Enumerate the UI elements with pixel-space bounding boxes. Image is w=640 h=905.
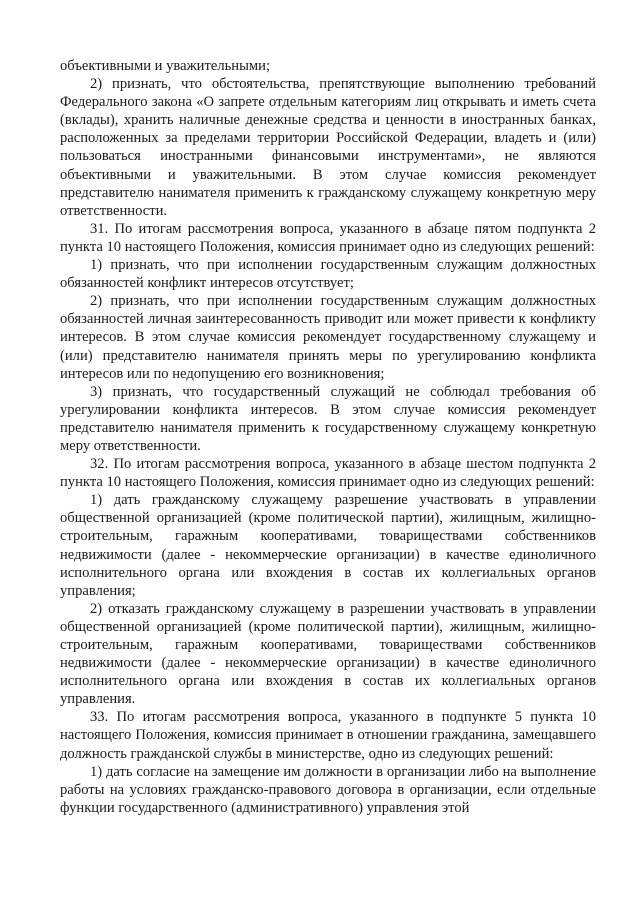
paragraph: 2) признать, что при исполнении государственным служащим должностных обязанностей личная заинтересованность приводит или может привести к конфликту интересов. В этом случае комиссия рекомендует государственному служащему и (или) представителю нанимателя принять меры по урегулированию конфликта интересов или по недопущению его возникновения;: [60, 293, 596, 382]
paragraph: объективными и уважительными;: [60, 58, 270, 74]
paragraph: 2) отказать гражданскому служащему в разрешении участвовать в управлении общественной организацией (кроме политической партии), жилищным, жилищно-строительным, гаражным кооперативами, товариществами собственников недвижимости (далее - некоммерческие организации) в качестве единоличного исполнительного органа или вхождения в состав их коллегиальных органов управления.: [60, 600, 596, 708]
paragraph: 1) дать согласие на замещение им должности в организации либо на выполнение работы на условиях гражданско-правового договора в организации, если отдельные функции государственного (административного) управления этой: [60, 763, 596, 816]
paragraph: 3) признать, что государственный служащий не соблюдал требования об урегулировании конфликта интересов. В этом случае комиссия рекомендует представителю нанимателя применить к государственному служащему конкретную меру ответственности.: [60, 383, 596, 454]
paragraph: 33. По итогам рассмотрения вопроса, указанного в подпункте 5 пункта 10 настоящего Положения, комиссия принимает в отношении гражданина, замещавшего должность гражданской службы в министерстве, одно из следующих решений:: [60, 709, 596, 762]
paragraph: 2) признать, что обстоятельства, препятствующие выполнению требований Федерального закона «О запрете отдельным категориям лиц открывать и иметь счета (вклады), хранить наличные денежные средства и ценности в иностранных банках, расположенных за пределами территории Российской Федерации, владеть и (или) пользоваться иностранными финансовыми инструментами», не являются объективными и уважительными. В этом случае комиссия рекомендует представителю нанимателя применить к гражданскому служащему конкретную меру ответственности.: [60, 76, 596, 219]
paragraph: 31. По итогам рассмотрения вопроса, указанного в абзаце пятом подпункта 2 пункта 10 настоящего Положения, комиссия принимает одно из следующих решений:: [60, 220, 596, 255]
paragraph: 1) дать гражданскому служащему разрешение участвовать в управлении общественной организацией (кроме политической партии), жилищным, жилищно-строительным, гаражным кооперативами, товариществами собственников недвижимости (далее - некоммерческие организации) в качестве единоличного исполнительного органа или вхождения в состав их коллегиальных органов управления;: [60, 492, 596, 599]
document-page: [60, 57, 596, 817]
paragraph: 1) признать, что при исполнении государственным служащим должностных обязанностей конфликт интересов отсутствует;: [60, 257, 596, 292]
paragraph: 32. По итогам рассмотрения вопроса, указанного в абзаце шестом подпункта 2 пункта 10 настоящего Положения, комиссия принимает одно из следующих решений:: [60, 456, 596, 491]
